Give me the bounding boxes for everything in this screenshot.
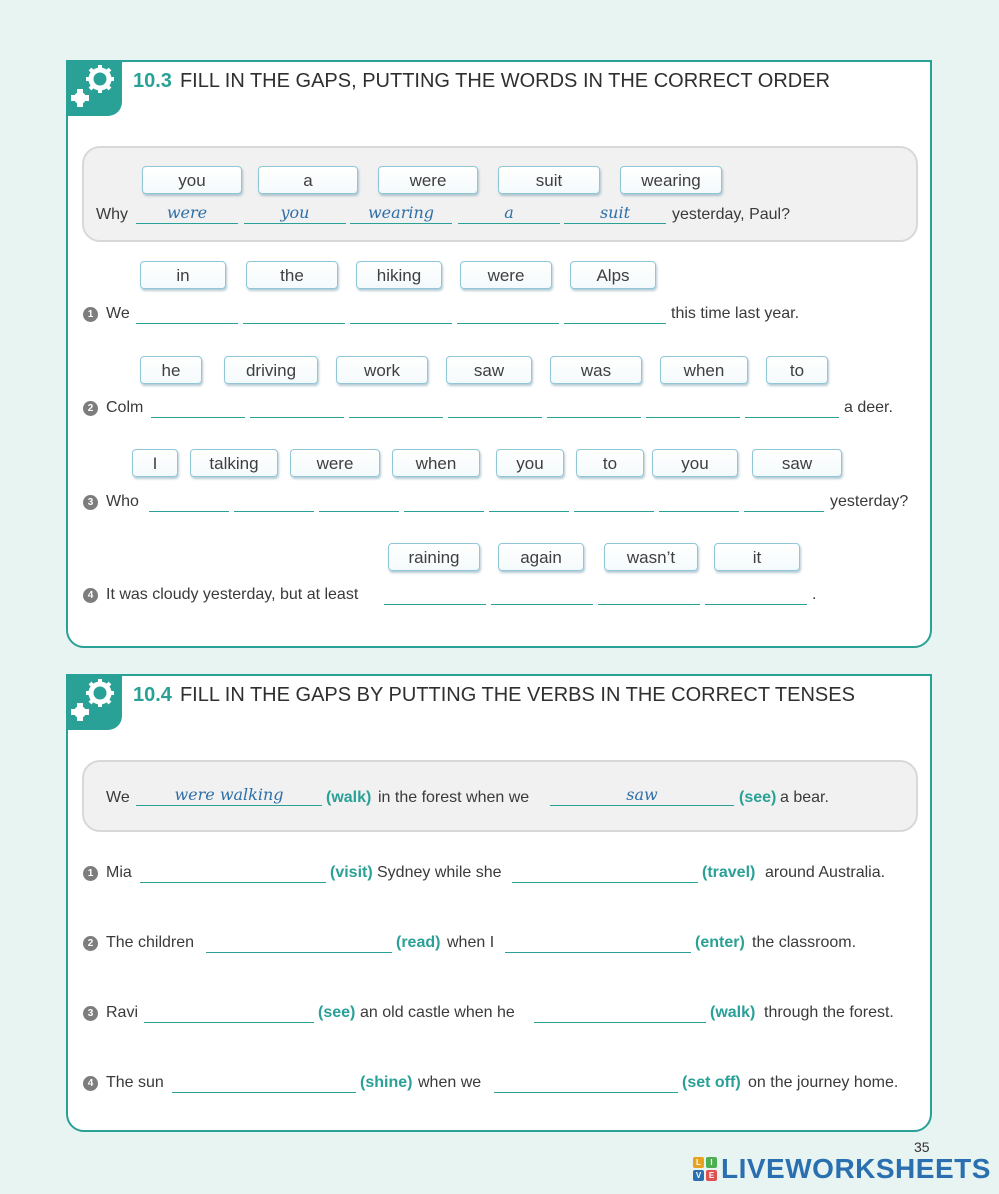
sentence-prefix: Ravi [106, 1004, 139, 1021]
word-tile[interactable]: you [652, 449, 738, 477]
logo-tile: I [706, 1157, 717, 1168]
sentence-suffix: through the forest. [764, 1004, 894, 1021]
answer-blank: a [458, 202, 560, 224]
word-tile[interactable]: he [140, 356, 202, 384]
word-tile[interactable]: you [496, 449, 564, 477]
word-tile[interactable]: you [142, 166, 242, 194]
sentence-prefix: Colm [106, 399, 144, 416]
item-number-badge: 3 [83, 495, 98, 510]
sentence-prefix: The sun [106, 1074, 164, 1091]
answer-blank[interactable] [349, 396, 443, 418]
answer-blank[interactable] [457, 302, 559, 324]
liveworksheets-logo-text: LIVEWORKSHEETS [721, 1153, 991, 1184]
sentence-prefix: It was cloudy yesterday, but at least [106, 586, 359, 603]
exercise-10-4-panel [66, 674, 932, 1132]
sentence-suffix: the classroom. [752, 934, 857, 951]
word-tile[interactable]: work [336, 356, 428, 384]
exercise-title [133, 684, 855, 707]
answer-blank[interactable] [404, 490, 484, 512]
word-tile[interactable]: saw [752, 449, 842, 477]
word-tile[interactable]: in [140, 261, 226, 289]
answer-blank[interactable] [172, 1071, 356, 1093]
word-tile[interactable]: wasn’t [604, 543, 698, 571]
word-tile[interactable]: were [378, 166, 478, 194]
sentence-prefix: We [106, 305, 130, 322]
answer-blank[interactable] [250, 396, 344, 418]
answer-blank[interactable] [534, 1001, 706, 1023]
word-tile[interactable]: I [132, 449, 178, 477]
answer-blank[interactable] [489, 490, 569, 512]
word-tile[interactable]: saw [446, 356, 532, 384]
answer-blank: were [136, 202, 238, 224]
word-tile[interactable]: suit [498, 166, 600, 194]
item-number-badge: 4 [83, 588, 98, 603]
answer-blank[interactable] [574, 490, 654, 512]
exercise-title [133, 70, 830, 93]
sentence-prefix: The children [106, 934, 195, 951]
example-box [82, 146, 918, 242]
answer-blank[interactable] [448, 396, 542, 418]
answer-blank[interactable] [659, 490, 739, 512]
item-number-badge: 1 [83, 307, 98, 322]
example-box [82, 760, 918, 832]
word-tile[interactable]: when [392, 449, 480, 477]
answer-blank: were walking [136, 784, 322, 806]
word-tile[interactable]: talking [190, 449, 278, 477]
answer-blank[interactable] [547, 396, 641, 418]
sentence-suffix: this time last year. [671, 305, 800, 322]
answer-blank[interactable] [491, 583, 593, 605]
answer-blank: saw [550, 784, 734, 806]
verb-hint: (travel) [702, 864, 756, 881]
answer-blank[interactable] [319, 490, 399, 512]
sentence-suffix: . [812, 586, 817, 603]
answer-blank[interactable] [206, 931, 392, 953]
answer-blank[interactable] [234, 490, 314, 512]
answer-blank: suit [564, 202, 666, 224]
verb-hint: (walk) [710, 1004, 756, 1021]
answer-blank[interactable] [350, 302, 452, 324]
sentence-prefix: Mia [106, 864, 132, 881]
sentence-suffix: around Australia. [765, 864, 886, 881]
word-tile[interactable]: raining [388, 543, 480, 571]
answer-blank[interactable] [646, 396, 740, 418]
answer-blank[interactable] [745, 396, 839, 418]
sentence-suffix: a deer. [844, 399, 893, 416]
gears-icon [66, 60, 122, 116]
item-number-badge: 1 [83, 866, 98, 881]
word-tile[interactable]: when [660, 356, 748, 384]
word-tile[interactable]: Alps [570, 261, 656, 289]
word-tile[interactable]: were [290, 449, 380, 477]
sentence-suffix: yesterday, Paul? [672, 206, 790, 223]
exercise-instruction: FILL IN THE GAPS BY PUTTING THE VERBS IN THE CORRECT TENSES [179, 684, 855, 706]
answer-blank[interactable] [564, 302, 666, 324]
answer-blank[interactable] [494, 1071, 678, 1093]
sentence-middle: an old castle when he [360, 1004, 515, 1021]
word-tile[interactable]: to [576, 449, 644, 477]
sentence-middle: in the forest when we [378, 789, 530, 806]
word-tile[interactable]: to [766, 356, 828, 384]
answer-blank[interactable] [243, 302, 345, 324]
answer-blank[interactable] [744, 490, 824, 512]
sentence-suffix: a bear. [780, 789, 829, 806]
answer-blank: you [244, 202, 346, 224]
item-number-badge: 4 [83, 1076, 98, 1091]
answer-blank[interactable] [149, 490, 229, 512]
answer-blank[interactable] [598, 583, 700, 605]
sentence-prefix: We [106, 789, 130, 806]
word-tile[interactable]: driving [224, 356, 318, 384]
answer-blank: wearing [350, 202, 452, 224]
sentence-middle: Sydney while she [377, 864, 502, 881]
sentence-middle: when I [447, 934, 495, 951]
sentence-middle: when we [418, 1074, 482, 1091]
liveworksheets-logo[interactable] [693, 1153, 991, 1185]
gear-badge [66, 60, 122, 116]
word-tile[interactable]: again [498, 543, 584, 571]
verb-hint: (enter) [695, 934, 745, 951]
exercise-10-3-panel [66, 60, 932, 648]
exercise-number: 10.4 [133, 684, 172, 706]
item-number-badge: 2 [83, 936, 98, 951]
sentence-suffix: yesterday? [830, 493, 909, 510]
logo-tile: V [693, 1170, 704, 1181]
logo-tile: L [693, 1157, 704, 1168]
item-number-badge: 2 [83, 401, 98, 416]
sentence-prefix: Who [106, 493, 139, 510]
answer-blank[interactable] [136, 302, 238, 324]
answer-blank[interactable] [505, 931, 691, 953]
answer-blank[interactable] [512, 861, 698, 883]
page-number: 35 [914, 1139, 930, 1155]
verb-hint: (set off) [682, 1074, 741, 1091]
exercise-number: 10.3 [133, 70, 172, 92]
word-tile[interactable]: were [460, 261, 552, 289]
gears-icon [66, 674, 122, 730]
word-tile[interactable]: a [258, 166, 358, 194]
sentence-prefix: Why [96, 206, 128, 223]
answer-blank[interactable] [705, 583, 807, 605]
answer-blank[interactable] [151, 396, 245, 418]
sentence-suffix: on the journey home. [748, 1074, 899, 1091]
verb-hint: (walk) [326, 789, 372, 806]
verb-hint: (visit) [330, 864, 373, 881]
verb-hint: (see) [318, 1004, 356, 1021]
verb-hint: (see) [739, 789, 777, 806]
word-tile[interactable]: the [246, 261, 338, 289]
logo-tile: E [706, 1170, 717, 1181]
word-tile[interactable]: was [550, 356, 642, 384]
verb-hint: (read) [396, 934, 441, 951]
exercise-instruction: FILL IN THE GAPS, PUTTING THE WORDS IN THE CORRECT ORDER [179, 70, 831, 92]
item-number-badge: 3 [83, 1006, 98, 1021]
answer-blank[interactable] [140, 861, 326, 883]
word-tile[interactable]: it [714, 543, 800, 571]
gear-badge [66, 674, 122, 730]
word-tile[interactable]: hiking [356, 261, 442, 289]
liveworksheets-logo-icon [693, 1157, 717, 1181]
verb-hint: (shine) [360, 1074, 413, 1091]
answer-blank[interactable] [144, 1001, 314, 1023]
answer-blank[interactable] [384, 583, 486, 605]
word-tile[interactable]: wearing [620, 166, 722, 194]
